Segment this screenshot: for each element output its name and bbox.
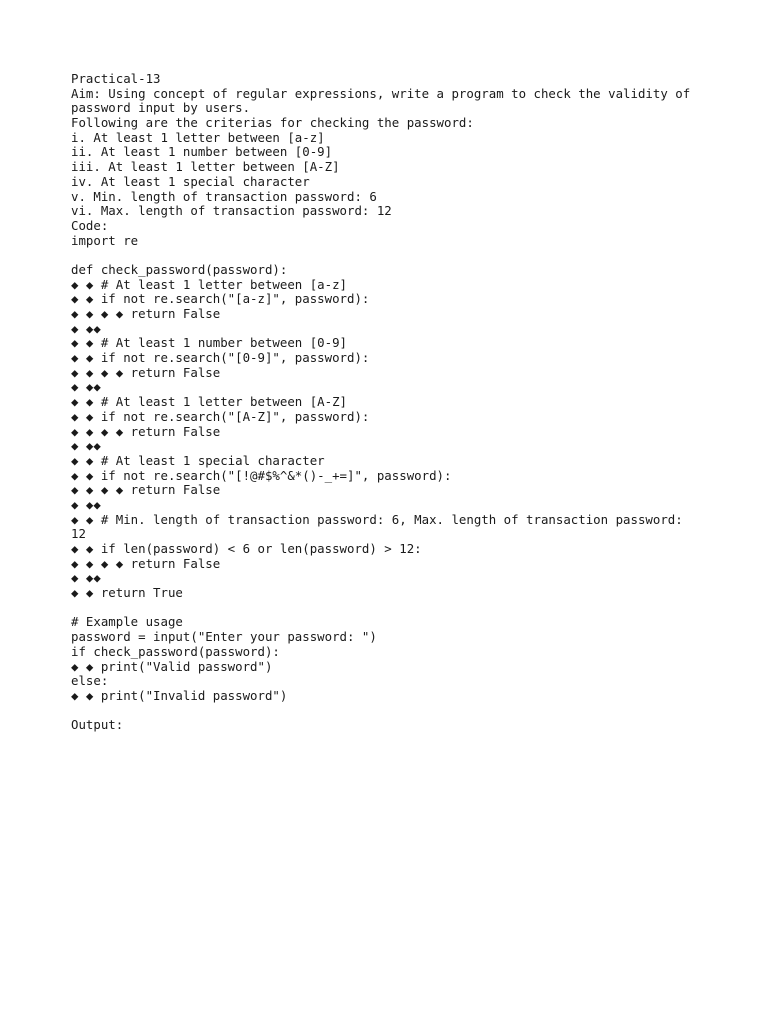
code-line: ◆ ◆◆	[71, 496, 101, 512]
criteria-item: v. Min. length of transaction password: 6	[71, 188, 377, 204]
criteria-item: ii. At least 1 number between [0-9]	[71, 144, 333, 160]
code-label: Code:	[71, 217, 109, 233]
code-line: ◆ ◆ if not re.search("[!@#$%^&*()-_+=]", password):	[71, 467, 452, 483]
criteria-list	[71, 131, 711, 219]
code-block	[71, 234, 711, 719]
code-line: password = input("Enter your password: ")	[71, 629, 377, 645]
aim-line-1: Aim: Using concept of regular expressions, write a program to check the validity of	[71, 85, 691, 101]
output-label: Output:	[71, 717, 124, 733]
code-line: 12	[71, 526, 86, 542]
code-line: ◆ ◆ return True	[71, 585, 183, 601]
code-line: ◆ ◆ ◆ ◆ return False	[71, 364, 221, 380]
code-line: ◆ ◆ ◆ ◆ return False	[71, 482, 221, 498]
code-line: ◆ ◆ # At least 1 special character	[71, 452, 325, 468]
document-page	[71, 72, 711, 733]
code-line: else:	[71, 673, 109, 689]
code-line: ◆ ◆ # At least 1 letter between [a-z]	[71, 276, 348, 292]
code-line: ◆ ◆ ◆ ◆ return False	[71, 555, 221, 571]
code-line	[71, 248, 711, 263]
code-line: ◆ ◆◆	[71, 320, 101, 336]
code-line: ◆ ◆ ◆ ◆ return False	[71, 423, 221, 439]
code-line: ◆ ◆ print("Valid password")	[71, 658, 273, 674]
code-line: ◆ ◆ print("Invalid password")	[71, 687, 288, 703]
code-line: ◆ ◆ if not re.search("[A-Z]", password):	[71, 408, 370, 424]
aim-line-2: password input by users.	[71, 100, 251, 116]
criteria-item: vi. Max. length of transaction password: 12	[71, 203, 392, 219]
code-line: ◆ ◆◆	[71, 570, 101, 586]
code-line: ◆ ◆ # Min. length of transaction password: 6, Max. length of transaction password:	[71, 511, 683, 527]
code-line	[71, 704, 711, 719]
criteria-item: iv. At least 1 special character	[71, 173, 310, 189]
code-line: def check_password(password):	[71, 261, 288, 277]
code-line: if check_password(password):	[71, 643, 280, 659]
criteria-intro: Following are the criterias for checking the password:	[71, 115, 474, 131]
code-line: ◆ ◆ if not re.search("[a-z]", password):	[71, 291, 370, 307]
code-line	[71, 601, 711, 616]
criteria-item: i. At least 1 letter between [a-z]	[71, 129, 325, 145]
criteria-item: iii. At least 1 letter between [A-Z]	[71, 159, 340, 175]
code-line: ◆ ◆ ◆ ◆ return False	[71, 306, 221, 321]
code-line: ◆ ◆◆	[71, 438, 101, 454]
code-line: ◆ ◆ if len(password) < 6 or len(password) > 12:	[71, 541, 422, 556]
code-line: ◆ ◆ # At least 1 letter between [A-Z]	[71, 394, 348, 410]
code-line: ◆ ◆ if not re.search("[0-9]", password):	[71, 350, 370, 366]
code-line: import re	[71, 232, 139, 248]
document-title: Practical-13	[71, 71, 161, 86]
code-line: ◆ ◆ # At least 1 number between [0-9]	[71, 335, 348, 351]
code-line: # Example usage	[71, 614, 183, 630]
code-line: ◆ ◆◆	[71, 379, 101, 395]
